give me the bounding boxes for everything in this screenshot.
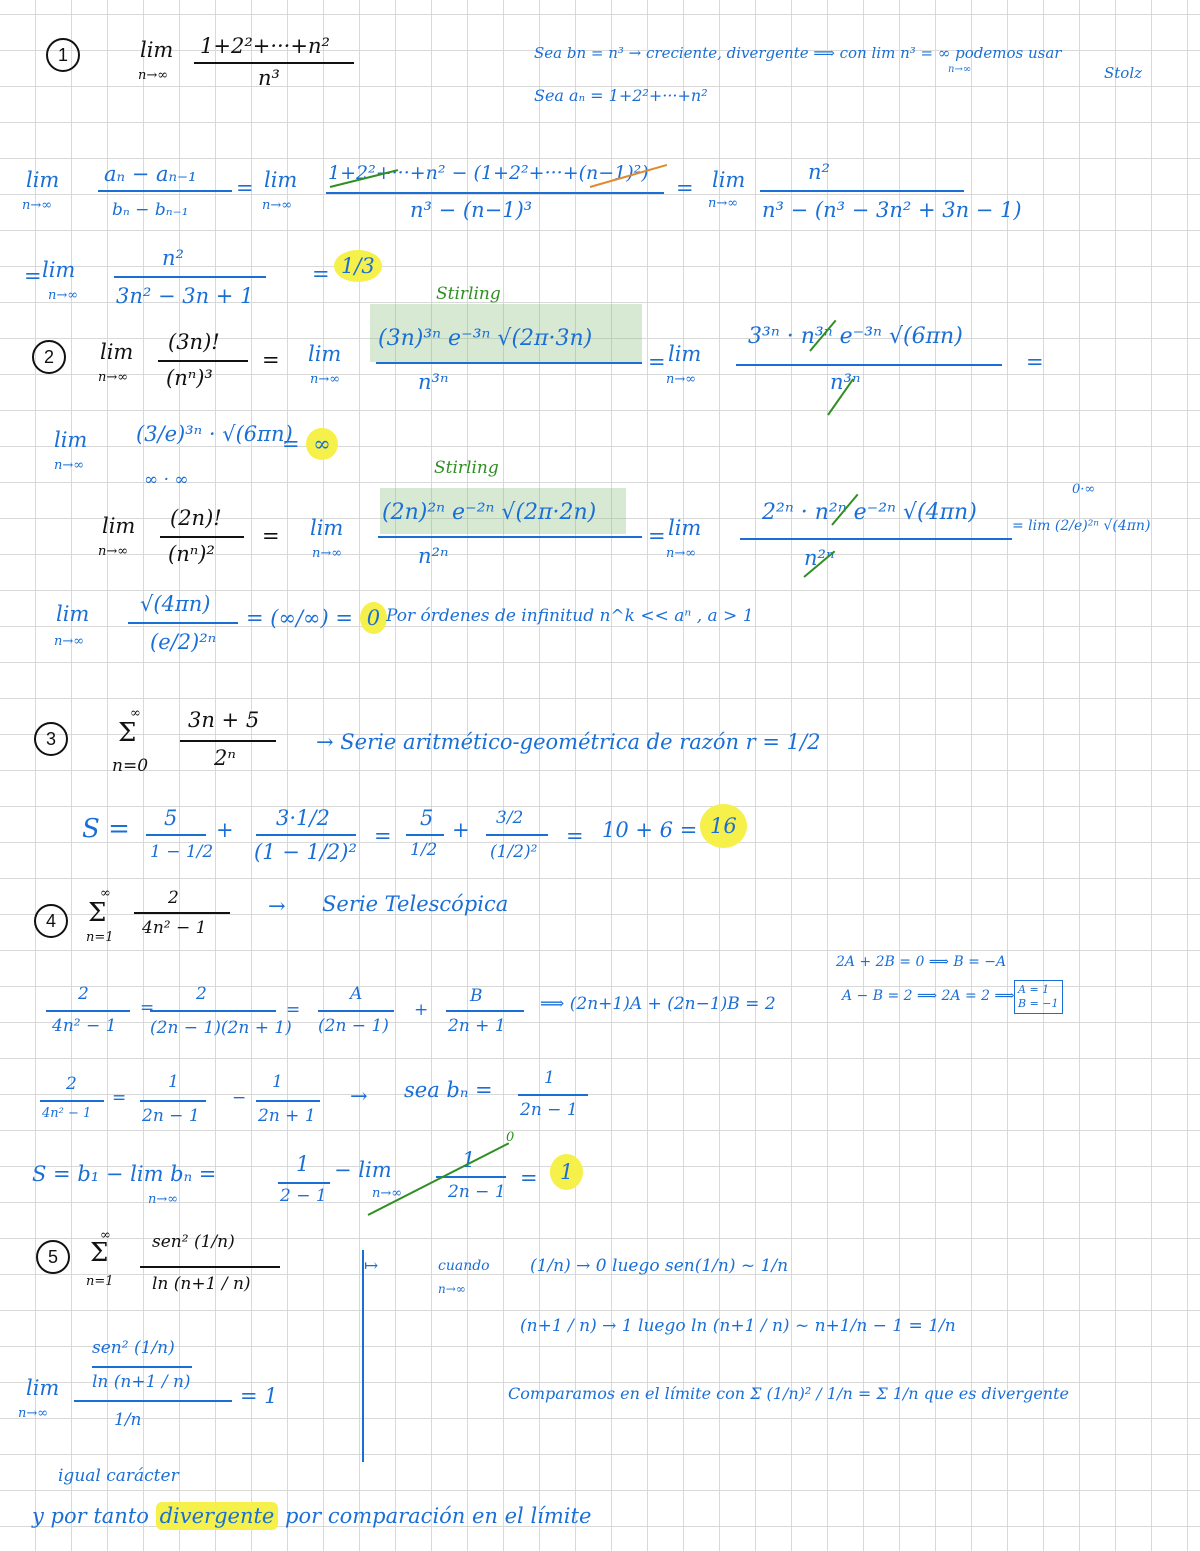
fraction-line [486,834,548,836]
equals: = [140,998,155,1018]
sigma-icon: Σ [90,1238,109,1268]
tel-lhs-den: 4n² − 1 [42,1106,92,1121]
p2a-right-num: 3³ⁿ · n³ⁿ e⁻³ⁿ √(6πn) [748,324,963,349]
p2b-indeterminate-top: 0·∞ [1072,482,1096,497]
p2b-right-num: 2²ⁿ · n²ⁿ e⁻²ⁿ √(4πn) [762,500,977,525]
equals: = [312,262,330,286]
problem-number-4: 4 [34,904,68,938]
lim-sub: n→∞ [54,458,85,473]
lim-sub: n→∞ [708,196,739,211]
fraction-line [150,1010,276,1012]
fraction-line [326,192,664,194]
stirling-label: Stirling [434,458,499,478]
fraction-line [74,1400,232,1402]
lim-label: lim [42,258,76,282]
p2b-final-den: (e/2)²ⁿ [150,630,217,654]
problem-number-1: 1 [46,38,80,72]
tel-lhs-num: 2 [66,1074,77,1094]
p2a-stirling-den: n³ⁿ [418,370,449,394]
p3-f1-num: 5 [164,806,178,830]
p2b-den: (nⁿ)² [168,542,215,566]
tel-last-den: 2n − 1 [448,1182,506,1202]
lim-sub: n→∞ [666,372,697,387]
p1-stolz-den: bₙ − bₙ₋₁ [112,200,189,220]
p3-sum: 10 + 6 = [602,818,698,842]
lim-label: lim [668,516,702,540]
p1-right-den: n³ − (n³ − 3n² + 3n − 1) [762,198,1022,222]
equals: = [566,824,584,848]
p2b-indeterminate: = (∞/∞) = 0 [246,606,387,630]
tel-limit-zero: 0 [506,1130,515,1145]
pf-equation: ⟹ (2n+1)A + (2n−1)B = 2 [540,994,776,1014]
p1-step2-num: n² [162,246,184,270]
lim-sub: n→∞ [98,544,129,559]
p1-note-sub: n→∞ [948,64,972,75]
p1-denominator: n³ [258,66,280,90]
fraction-line [376,362,642,364]
lim-sub: n→∞ [138,68,169,83]
equals: = [374,824,392,848]
minus-sign: − [232,1088,247,1108]
arrow-icon: ↦ [364,1256,379,1276]
arrow-icon: → [268,894,286,918]
sum-top: ∞ [100,886,111,901]
p5-cuando: cuando [438,1258,490,1274]
pf-b-num: B [470,986,483,1006]
lim-sub: n→∞ [18,1406,49,1421]
p4-term-den: 4n² − 1 [142,918,207,938]
fraction-line [158,360,248,362]
fraction-line [736,364,1002,366]
fraction-line [318,1010,394,1012]
p4-series-label: Serie Telescópica [322,892,509,916]
lim-label: lim [56,602,90,626]
stirling-label: Stirling [436,284,501,304]
equals: = [1026,350,1044,374]
equals: = [236,176,254,200]
p5-lim-top: sen² (1/n) [92,1338,175,1358]
fraction-line [406,834,444,836]
p2a-right-den: n³ⁿ [830,370,861,394]
equals: = [262,348,280,372]
tel-a-num: 1 [168,1072,179,1092]
pf-mid-den: (2n − 1)(2n + 1) [150,1018,292,1038]
tel-bn-num: 1 [544,1068,555,1088]
lim-sub: n→∞ [666,546,697,561]
p1-numerator: 1+2²+···+n² [200,34,330,58]
p5-lim-den: 1/n [114,1410,142,1430]
p1-stolz-word: Stolz [1104,64,1143,82]
pf-lhs-num: 2 [78,984,89,1004]
fraction-line [146,834,206,836]
equals: = [286,1000,301,1020]
sum-bottom: n=1 [86,1274,114,1289]
fraction-line [134,912,230,914]
p5-final: y por tanto divergente por comparación en el límite [32,1504,592,1528]
p4-result: 1 [550,1160,583,1184]
tel-S-line: S = b₁ − lim bₙ = [32,1162,217,1186]
fraction-line [128,622,238,624]
sigma-icon: Σ [88,898,107,928]
p2a-result: = ∞ [282,432,338,456]
p3-result: 16 [700,814,747,838]
p5-lim-mid: ln (n+1 / n) [92,1372,191,1392]
p1-right-num: n² [808,160,830,184]
fraction-line [446,1010,524,1012]
p2a-num: (3n)! [168,330,220,354]
tel-S-num: 1 [296,1152,310,1176]
equals: = [112,1088,127,1108]
p3-term-num: 3n + 5 [188,708,260,732]
lim-sub: n→∞ [310,372,341,387]
equals: = [648,350,666,374]
p3-f4-num: 3/2 [496,808,524,828]
p4-aside-1: 2A + 2B = 0 ⟹ B = −A [836,954,1007,970]
lim-label: lim [100,340,134,364]
plus-sign: + [452,818,470,842]
p2a-stirling-num: (3n)³ⁿ e⁻³ⁿ √(2π·3n) [378,326,593,351]
fraction-line [140,1100,206,1102]
lim-sub: n→∞ [54,634,85,649]
p5-igual: igual carácter [58,1466,179,1486]
p3-f1-den: 1 − 1/2 [150,842,214,862]
p1-step2-den: 3n² − 3n + 1 [116,284,254,308]
p3-f3-num: 5 [420,806,434,830]
lim-sub: n→∞ [48,288,79,303]
p3-f2-den: (1 − 1/2)² [254,840,357,864]
fraction-line [194,62,354,64]
problem-number-2: 2 [32,340,66,374]
sigma-icon: Σ [118,718,137,748]
fraction-line [378,536,642,538]
p2b-stirling-num: (2n)²ⁿ e⁻²ⁿ √(2π·2n) [382,500,597,525]
fraction-line [140,1266,280,1268]
divider-line [362,1250,364,1462]
p5-lim-eq: = 1 [240,1384,278,1408]
tel-bn-den: 2n − 1 [520,1100,578,1120]
fraction-line [46,1010,130,1012]
equals: = [24,264,42,288]
lim-label: lim [264,168,298,192]
sum-top: ∞ [100,1228,111,1243]
problem-number-5: 5 [36,1240,70,1274]
p2a-den: (nⁿ)³ [166,366,213,390]
fraction-line [740,538,1012,540]
fraction-line [92,1366,192,1368]
fraction-line [160,536,244,538]
equals: = [648,524,666,548]
p3-series-label: → Serie aritmético-geométrica de razón r = 1/2 [316,730,821,754]
tel-last-num: 1 [462,1148,476,1172]
lim-label: lim [310,516,344,540]
arrow-icon: → [350,1084,368,1108]
p2b-stirling-den: n²ⁿ [418,544,449,568]
sum-bottom: n=1 [86,930,114,945]
fraction-line [98,190,232,192]
p5-term-den: ln (n+1 / n) [152,1274,251,1294]
p2b-final-num: √(4πn) [140,592,211,616]
tel-a-den: 2n − 1 [142,1106,200,1126]
lim-sub: n→∞ [22,198,53,213]
lim-label: lim [668,342,702,366]
p1-note-stolz: Sea bn = n³ → creciente, divergente ⟹ con lim n³ = ∞ podemos usar [534,44,1062,62]
pf-mid-num: 2 [196,984,207,1004]
p1-note-an: Sea aₙ = 1+2²+···+n² [534,86,708,105]
fraction-line [518,1094,588,1096]
fraction-line [180,740,276,742]
p1-mid-den: n³ − (n−1)³ [410,198,533,222]
p3-f2-num: 3·1/2 [276,806,330,830]
p5-line2: (n+1 / n) → 1 luego ln (n+1 / n) ~ n+1/n − 1 = 1/n [520,1316,956,1336]
equals: = [262,524,280,548]
p5-compare: Comparamos en el límite con Σ (1/n)² / 1/n = Σ 1/n que es divergente [508,1384,1069,1403]
pf-a-num: A [350,984,363,1004]
p4-term-num: 2 [168,888,179,908]
fraction-line [256,834,356,836]
lim-label: lim [712,168,746,192]
p2b-right-den: n²ⁿ [804,546,835,570]
p2a-final: (3/e)³ⁿ · √(6πn) [136,422,293,446]
p3-S: S = [82,814,130,844]
fraction-line [114,276,266,278]
lim-sub: n→∞ [262,198,293,213]
fraction-line [278,1182,330,1184]
lim-sub: n→∞ [148,1192,179,1207]
p3-term-den: 2ⁿ [214,746,236,770]
lim-label: lim [54,428,88,452]
pf-b-den: 2n + 1 [448,1016,506,1036]
lim-label: lim [26,168,60,192]
fraction-line [256,1100,320,1102]
p1-stolz-num: aₙ − aₙ₋₁ [104,162,197,186]
pf-lhs-den: 4n² − 1 [52,1016,117,1036]
plus-sign: + [216,818,234,842]
p2b-note: Por órdenes de infinitud n^k << aⁿ , a > 1 [386,606,754,626]
p2b-tail: = lim (2/e)²ⁿ √(4πn) [1012,518,1151,534]
equals: = [520,1166,538,1190]
p4-aside-2: A − B = 2 ⟹ 2A = 2 ⟹ [842,988,1015,1004]
p1-mid-num: 1+2²+···+n² − (1+2²+···+(n−1)²) [328,162,649,184]
tel-S-minus: − lim [334,1158,392,1182]
lim-label: lim [140,38,174,62]
lim-label: lim [26,1376,60,1400]
p5-cuando-sub: n→∞ [438,1282,466,1296]
tel-S-den: 2 − 1 [280,1186,327,1206]
fraction-line [40,1100,104,1102]
lim-sub: n→∞ [372,1186,403,1201]
problem-number-3: 3 [34,722,68,756]
p2b-num: (2n)! [170,506,222,530]
p5-term-num: sen² (1/n) [152,1232,235,1252]
p3-f4-den: (1/2)² [490,842,538,862]
tel-bn-label: sea bₙ = [404,1078,493,1102]
p2a-final-under: ∞ · ∞ [144,470,189,490]
pf-a-den: (2n − 1) [318,1016,389,1036]
tel-b-den: 2n + 1 [258,1106,316,1126]
lim-label: lim [308,342,342,366]
sum-bottom: n=0 [112,756,149,776]
lim-label: lim [102,514,136,538]
p5-line1: (1/n) → 0 luego sen(1/n) ~ 1/n [530,1256,789,1276]
fraction-line [436,1176,506,1178]
fraction-line [760,190,964,192]
p4-aside-box: A = 1 B = −1 [1014,980,1063,1014]
lim-sub: n→∞ [98,370,129,385]
lim-sub: n→∞ [312,546,343,561]
sum-top: ∞ [130,706,141,721]
p1-result: 1/3 [334,254,382,278]
equals: = [676,176,694,200]
tel-b-num: 1 [272,1072,283,1092]
p3-f3-den: 1/2 [410,840,438,860]
plus-sign: + [414,1000,429,1020]
